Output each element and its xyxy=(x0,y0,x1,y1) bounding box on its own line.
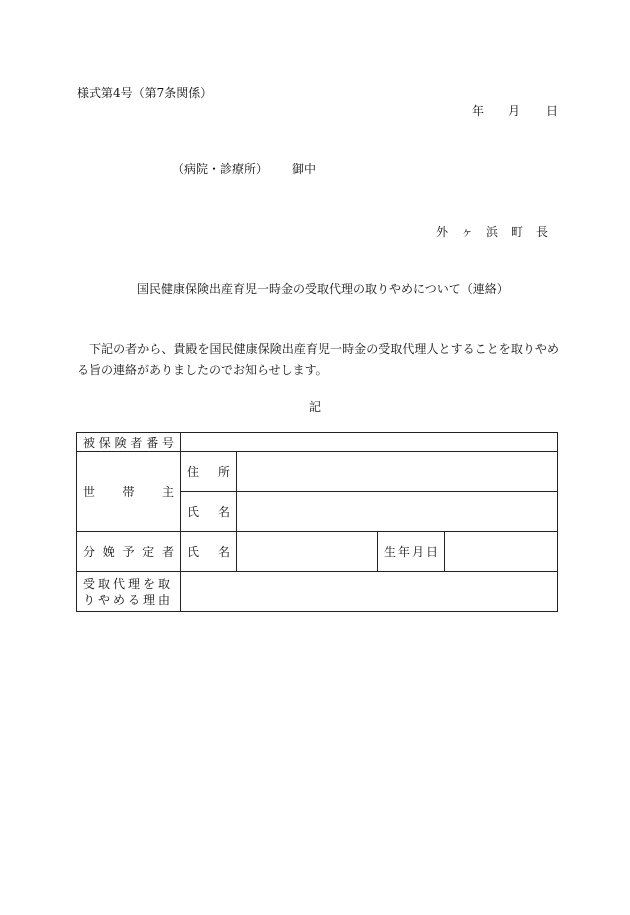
address-field[interactable] xyxy=(237,452,558,492)
sender xyxy=(436,223,548,240)
sender-char: 外 xyxy=(436,225,449,239)
household-head-label: 世 帯 主 xyxy=(77,452,181,532)
expectant-mother-label: 分娩予定者 xyxy=(77,532,181,572)
date-year: 年 xyxy=(472,104,485,118)
insured-number-field[interactable] xyxy=(181,433,558,452)
date-day: 日 xyxy=(546,104,559,118)
name-label: 氏名 xyxy=(181,492,237,532)
name-field[interactable] xyxy=(237,492,558,532)
reason-label: 受取代理を取りやめる理由 xyxy=(77,572,181,612)
expectant-mother-name-field[interactable] xyxy=(237,532,378,572)
sender-char: 浜 xyxy=(485,225,498,239)
sender-char: 長 xyxy=(535,225,548,239)
document-title: 国民健康保険出産育児一時金の受取代理の取りやめについて（連絡） xyxy=(137,282,509,296)
sender-char: ヶ xyxy=(460,225,473,239)
reason-field[interactable] xyxy=(181,572,558,612)
form-table xyxy=(76,432,558,612)
birthdate-field[interactable] xyxy=(445,532,558,572)
address-label: 住所 xyxy=(181,452,237,492)
expectant-mother-name-label: 氏名 xyxy=(181,532,237,572)
insured-number-label: 被保険者番号 xyxy=(77,433,181,452)
birthdate-label: 生年月日 xyxy=(378,532,445,572)
addressee-name: （病院・診療所） xyxy=(172,162,269,176)
body-text: 下記の者から、貴殿を国民健康保険出産育児一時金の受取代理人とすることを取りやめる旨の連絡がありましたのでお知らせします。 xyxy=(77,342,559,377)
addressee xyxy=(172,160,316,177)
sender-char: 町 xyxy=(510,225,523,239)
addressee-honorific: 御中 xyxy=(292,162,317,176)
record-heading: 記 xyxy=(309,400,322,414)
form-number: 様式第4号（第7条関係） xyxy=(77,86,213,100)
date-month: 月 xyxy=(508,104,521,118)
